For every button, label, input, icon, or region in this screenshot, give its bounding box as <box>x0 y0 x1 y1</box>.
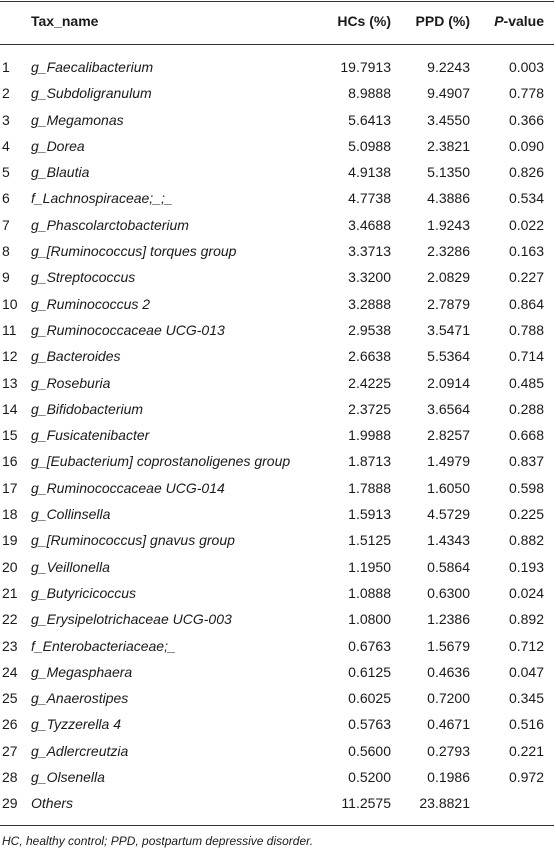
tax-name-cell: g_Phascolarctobacterium <box>31 216 189 233</box>
tax-name-cell: f_Lachnospiraceae;_;_ <box>31 190 173 207</box>
row-number: 14 <box>2 400 18 417</box>
p-value-cell: 0.022 <box>508 216 544 233</box>
ppd-percent-cell: 2.0914 <box>427 374 470 391</box>
hcs-percent-cell: 1.5913 <box>348 506 391 523</box>
row-number: 15 <box>2 427 18 444</box>
row-number: 22 <box>2 611 18 628</box>
row-number: 29 <box>2 795 18 812</box>
table-row <box>0 739 556 765</box>
table-row <box>0 213 556 239</box>
p-value-cell: 0.668 <box>508 427 544 444</box>
tax-name-cell: g_Ruminococcaceae UCG-013 <box>31 321 225 338</box>
ppd-percent-cell: 1.6050 <box>427 479 470 496</box>
row-number: 24 <box>2 663 18 680</box>
hcs-percent-cell: 0.5763 <box>348 716 391 733</box>
table-row <box>0 476 556 502</box>
ppd-percent-cell: 2.3821 <box>427 137 470 154</box>
table-row <box>0 449 556 475</box>
hcs-percent-cell: 4.9138 <box>348 164 391 181</box>
table-row <box>0 239 556 265</box>
tax-name-cell: f_Enterobacteriaceae;_ <box>31 637 176 654</box>
row-number: 27 <box>2 742 18 759</box>
ppd-percent-cell: 0.4671 <box>427 716 470 733</box>
table-row <box>0 318 556 344</box>
table-row <box>0 344 556 370</box>
table-row <box>0 686 556 712</box>
tax-name-cell: g_Tyzzerella 4 <box>31 716 122 733</box>
table-row <box>0 160 556 186</box>
tax-name-cell: g_Blautia <box>31 164 90 181</box>
hcs-percent-cell: 0.6025 <box>348 690 391 707</box>
tax-name-cell: g_Erysipelotrichaceae UCG-003 <box>31 611 232 628</box>
ppd-percent-cell: 1.2386 <box>427 611 470 628</box>
tax-name-cell: g_Streptococcus <box>31 269 136 286</box>
row-number: 9 <box>2 269 10 286</box>
table-row <box>0 555 556 581</box>
table-row <box>0 607 556 633</box>
ppd-percent-cell: 3.5471 <box>427 321 470 338</box>
p-value-cell: 0.163 <box>508 243 544 260</box>
hcs-percent-cell: 1.8713 <box>348 453 391 470</box>
p-value-cell: 0.090 <box>508 137 544 154</box>
row-number: 8 <box>2 243 10 260</box>
ppd-percent-cell: 1.9243 <box>427 216 470 233</box>
hcs-percent-cell: 2.3725 <box>348 400 391 417</box>
ppd-percent-cell: 3.6564 <box>427 400 470 417</box>
p-value-cell: 0.485 <box>508 374 544 391</box>
hcs-percent-cell: 1.7888 <box>348 479 391 496</box>
row-number: 5 <box>2 164 10 181</box>
tax-name-cell: g_Ruminococcus 2 <box>31 295 151 312</box>
ppd-percent-cell: 2.7879 <box>427 295 470 312</box>
tax-name-cell: g_Butyricicoccus <box>31 584 137 601</box>
p-value-cell: 0.366 <box>508 111 544 128</box>
ppd-percent-cell: 0.1986 <box>427 769 470 786</box>
table-row <box>0 423 556 449</box>
hcs-percent-cell: 1.1950 <box>348 558 391 575</box>
table-row <box>0 55 556 81</box>
hcs-percent-cell: 8.9888 <box>348 85 391 102</box>
hcs-percent-cell: 19.7913 <box>340 59 391 75</box>
p-value-cell: 0.534 <box>508 190 544 207</box>
row-number: 19 <box>2 532 18 549</box>
p-value-cell: 0.003 <box>508 59 544 75</box>
p-value-cell: 0.864 <box>508 295 544 312</box>
row-number: 23 <box>2 637 18 654</box>
header-p-suffix: -value <box>503 13 544 29</box>
hcs-percent-cell: 4.7738 <box>348 190 391 207</box>
p-value-cell: 0.788 <box>508 321 544 338</box>
tax-name-cell: g_[Eubacterium] coprostanoligenes group <box>31 453 291 470</box>
p-value-cell: 0.024 <box>508 584 544 601</box>
row-number: 21 <box>2 584 18 601</box>
row-number: 16 <box>2 453 18 470</box>
table-row <box>0 765 556 791</box>
row-number: 12 <box>2 348 18 365</box>
tax-name-cell: g_Veillonella <box>31 558 110 575</box>
tax-name-cell: g_Faecalibacterium <box>31 59 154 75</box>
row-number: 11 <box>2 321 17 338</box>
row-number: 1 <box>2 59 10 75</box>
ppd-percent-cell: 2.3286 <box>427 243 470 260</box>
table-bottom-rule <box>0 825 554 826</box>
ppd-percent-cell: 0.5864 <box>427 558 470 575</box>
ppd-percent-cell: 5.5364 <box>427 348 470 365</box>
tax-name-cell: g_Collinsella <box>31 506 111 523</box>
tax-name-cell: Others <box>31 795 74 812</box>
hcs-percent-cell: 1.0888 <box>348 584 391 601</box>
p-value-cell: 0.882 <box>508 532 544 549</box>
ppd-percent-cell: 9.4907 <box>427 85 470 102</box>
p-value-cell: 0.778 <box>508 85 544 102</box>
row-number: 18 <box>2 506 18 523</box>
p-value-cell: 0.047 <box>508 663 544 680</box>
table-row <box>0 108 556 134</box>
ppd-percent-cell: 23.8821 <box>419 795 470 812</box>
header-hcs: HCs (%) <box>337 13 391 29</box>
hcs-percent-cell: 0.5600 <box>348 742 391 759</box>
ppd-percent-cell: 1.4979 <box>427 453 470 470</box>
row-number: 10 <box>2 295 18 312</box>
row-number: 3 <box>2 111 10 128</box>
ppd-percent-cell: 5.1350 <box>427 164 470 181</box>
tax-name-cell: g_Adlercreutzia <box>31 742 129 759</box>
ppd-percent-cell: 2.0829 <box>427 269 470 286</box>
row-number: 28 <box>2 769 18 786</box>
p-value-cell: 0.712 <box>508 637 544 654</box>
tax-name-cell: g_Bifidobacterium <box>31 400 144 417</box>
hcs-percent-cell: 2.9538 <box>348 321 391 338</box>
tax-name-cell: g_[Ruminococcus] gnavus group <box>31 532 235 549</box>
hcs-percent-cell: 11.2575 <box>341 795 391 812</box>
row-number: 4 <box>2 137 10 154</box>
table-row <box>0 660 556 686</box>
table-row <box>0 712 556 738</box>
row-number: 25 <box>2 690 18 707</box>
p-value-cell: 0.345 <box>508 690 544 707</box>
ppd-percent-cell: 3.4550 <box>427 111 470 128</box>
table-row <box>0 397 556 423</box>
tax-name-cell: g_Anaerostipes <box>31 690 129 707</box>
p-value-cell: 0.221 <box>508 742 544 759</box>
hcs-percent-cell: 3.3200 <box>348 269 391 286</box>
p-value-cell: 0.837 <box>508 453 544 470</box>
header-p-letter: P <box>494 13 504 29</box>
hcs-percent-cell: 1.5125 <box>348 532 391 549</box>
row-number: 17 <box>2 479 18 496</box>
p-value-cell: 0.714 <box>508 348 544 365</box>
ppd-percent-cell: 1.5679 <box>427 637 470 654</box>
ppd-percent-cell: 4.3886 <box>427 190 470 207</box>
tax-name-cell: g_Fusicatenibacter <box>31 427 150 444</box>
tax-name-cell: g_Megamonas <box>31 111 124 128</box>
header-p-value <box>494 13 544 30</box>
table-top-rule <box>0 1 554 2</box>
p-value-cell: 0.227 <box>508 269 544 286</box>
table-footnote: HC, healthy control; PPD, postpartum depressive disorder. <box>2 834 314 848</box>
table-row <box>0 634 556 660</box>
hcs-percent-cell: 0.6763 <box>348 637 391 654</box>
table-header-rule <box>0 44 554 45</box>
hcs-percent-cell: 5.0988 <box>348 137 391 154</box>
tax-name-cell: g_Bacteroides <box>31 348 121 365</box>
row-number: 26 <box>2 716 18 733</box>
row-number: 2 <box>2 85 10 102</box>
table-row <box>0 265 556 291</box>
header-tax-name: Tax_name <box>31 13 99 29</box>
p-value-cell: 0.225 <box>508 506 544 523</box>
hcs-percent-cell: 3.2888 <box>348 295 391 312</box>
ppd-percent-cell: 0.6300 <box>427 584 470 601</box>
tax-name-cell: g_Roseburia <box>31 374 111 391</box>
table-row <box>0 791 556 817</box>
hcs-percent-cell: 3.4688 <box>348 216 391 233</box>
hcs-percent-cell: 2.6638 <box>348 348 391 365</box>
hcs-percent-cell: 1.0800 <box>348 611 391 628</box>
row-number: 13 <box>2 374 18 391</box>
tax-name-cell: g_Ruminococcaceae UCG-014 <box>31 479 225 496</box>
tax-name-cell: g_Subdoligranulum <box>31 85 152 102</box>
hcs-percent-cell: 0.5200 <box>348 769 391 786</box>
ppd-percent-cell: 0.4636 <box>427 663 470 680</box>
p-value-cell: 0.598 <box>508 479 544 496</box>
row-number: 20 <box>2 558 18 575</box>
ppd-percent-cell: 2.8257 <box>427 427 470 444</box>
p-value-cell: 0.826 <box>508 164 544 181</box>
table-row <box>0 134 556 160</box>
table-row <box>0 581 556 607</box>
hcs-percent-cell: 0.6125 <box>348 663 391 680</box>
ppd-percent-cell: 1.4343 <box>427 532 470 549</box>
ppd-percent-cell: 9.2243 <box>427 59 470 75</box>
row-number: 6 <box>2 190 10 207</box>
ppd-percent-cell: 0.2793 <box>427 742 470 759</box>
ppd-percent-cell: 0.7200 <box>427 690 470 707</box>
row-number: 7 <box>2 216 10 233</box>
table-row <box>0 371 556 397</box>
p-value-cell: 0.892 <box>508 611 544 628</box>
p-value-cell: 0.516 <box>508 716 544 733</box>
table-row <box>0 502 556 528</box>
p-value-cell: 0.193 <box>508 558 544 575</box>
table-row <box>0 292 556 318</box>
ppd-percent-cell: 4.5729 <box>427 506 470 523</box>
hcs-percent-cell: 1.9988 <box>348 427 391 444</box>
p-value-cell: 0.972 <box>508 769 544 786</box>
table-row <box>0 186 556 212</box>
tax-name-cell: g_Dorea <box>31 137 85 154</box>
header-ppd: PPD (%) <box>415 13 470 29</box>
tax-name-cell: g_[Ruminococcus] torques group <box>31 243 237 260</box>
table-row <box>0 81 556 107</box>
tax-name-cell: g_Olsenella <box>31 769 105 786</box>
p-value-cell: 0.288 <box>508 400 544 417</box>
hcs-percent-cell: 3.3713 <box>348 243 391 260</box>
table-body <box>0 55 556 818</box>
table-row <box>0 528 556 554</box>
hcs-percent-cell: 2.4225 <box>348 374 391 391</box>
hcs-percent-cell: 5.6413 <box>348 111 391 128</box>
tax-name-cell: g_Megasphaera <box>31 663 133 680</box>
